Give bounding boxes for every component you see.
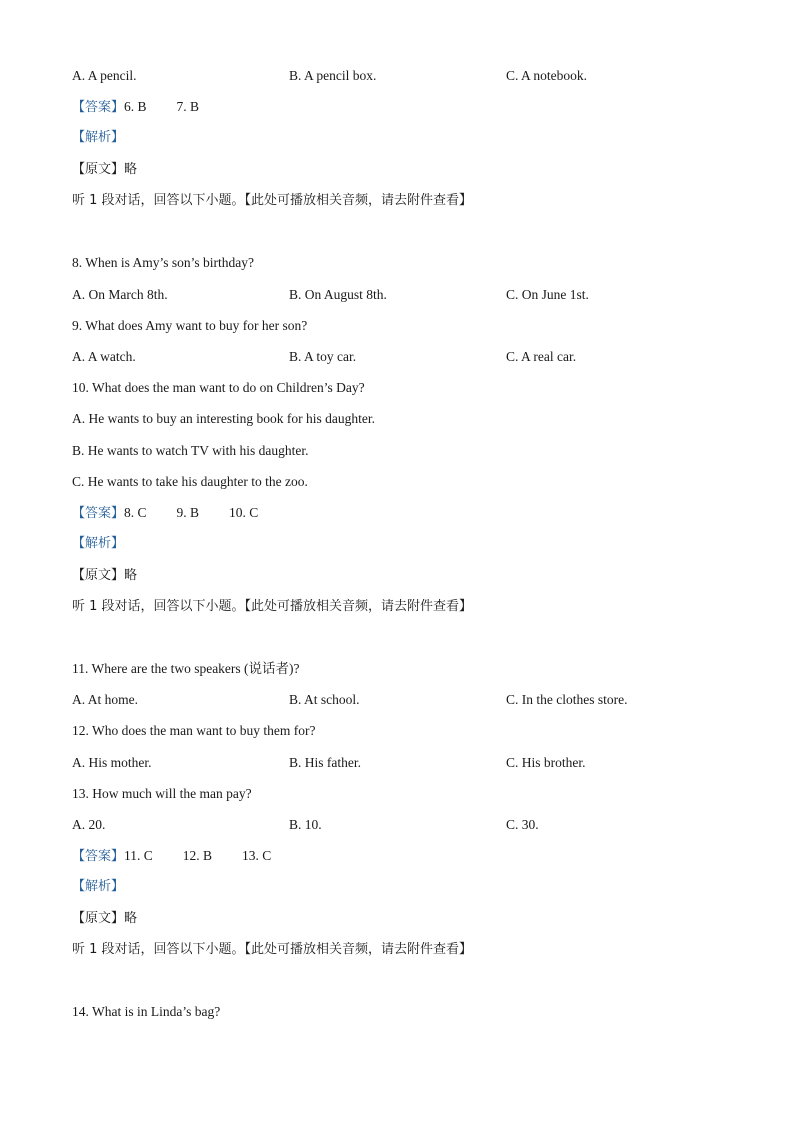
option-b: B. A pencil box. <box>289 68 377 83</box>
option-a: A. He wants to buy an interesting book for his daughter. <box>72 411 375 426</box>
option-c: C. In the clothes store. <box>506 692 628 707</box>
transcript-value: 略 <box>124 162 138 177</box>
question-10: 10. What does the man want to do on Children’s Day? <box>72 380 365 395</box>
answer-item: 11. C <box>124 848 153 863</box>
question-9: 9. What does Amy want to buy for her son? <box>72 318 308 333</box>
option-a: A. 20. <box>72 817 106 832</box>
transcript-line <box>72 908 137 930</box>
option-a: A. A pencil. <box>72 68 137 83</box>
answer-item: 8. C <box>124 505 147 520</box>
option-c: C. 30. <box>506 817 539 832</box>
analysis-heading: 【解析】 <box>72 130 125 145</box>
option-b: B. His father. <box>289 755 361 770</box>
question-12: 12. Who does the man want to buy them for? <box>72 723 316 738</box>
listening-instruction: 听 1 段对话，回答以下小题。【此处可播放相关音频，请去附件查看】 <box>72 599 473 614</box>
option-b: B. At school. <box>289 692 360 707</box>
option-c: C. His brother. <box>506 755 586 770</box>
analysis-heading: 【解析】 <box>72 879 125 894</box>
transcript-tag: 【原文】 <box>72 568 125 583</box>
transcript-tag: 【原文】 <box>72 162 125 177</box>
option-c: C. On June 1st. <box>506 287 589 302</box>
option-b: B. On August 8th. <box>289 287 387 302</box>
answer-line <box>72 845 271 867</box>
listening-instruction: 听 1 段对话，回答以下小题。【此处可播放相关音频，请去附件查看】 <box>72 942 473 957</box>
option-a: A. At home. <box>72 692 138 707</box>
option-a: A. His mother. <box>72 755 152 770</box>
option-c: C. A real car. <box>506 349 577 364</box>
answer-item: 7. B <box>176 99 200 114</box>
option-c: C. He wants to take his daughter to the zoo. <box>72 474 308 489</box>
question-14: 14. What is in Linda’s bag? <box>72 1004 221 1019</box>
answer-tag: 【答案】 <box>72 506 125 521</box>
listening-instruction: 听 1 段对话，回答以下小题。【此处可播放相关音频，请去附件查看】 <box>72 193 473 208</box>
transcript-tag: 【原文】 <box>72 911 125 926</box>
option-c: C. A notebook. <box>506 68 588 83</box>
answer-item: 13. C <box>242 848 272 863</box>
question-8: 8. When is Amy’s son’s birthday? <box>72 255 254 270</box>
answer-tag: 【答案】 <box>72 849 125 864</box>
answer-item: 6. B <box>124 99 147 114</box>
option-b: B. 10. <box>289 817 322 832</box>
answer-line <box>72 96 199 118</box>
question-13: 13. How much will the man pay? <box>72 786 252 801</box>
answer-item: 12. B <box>182 848 213 863</box>
answer-item: 10. C <box>229 505 259 520</box>
transcript-line <box>72 159 137 181</box>
transcript-value: 略 <box>124 568 138 583</box>
answer-tag: 【答案】 <box>72 100 125 115</box>
option-a: A. On March 8th. <box>72 287 168 302</box>
option-a: A. A watch. <box>72 349 136 364</box>
option-b: B. A toy car. <box>289 349 357 364</box>
answer-item: 9. B <box>176 505 200 520</box>
transcript-line <box>72 565 137 587</box>
transcript-value: 略 <box>124 911 138 926</box>
option-b: B. He wants to watch TV with his daughter. <box>72 443 309 458</box>
question-11: 11. Where are the two speakers (说话者)? <box>72 661 300 676</box>
answer-line <box>72 502 258 524</box>
analysis-heading: 【解析】 <box>72 536 125 551</box>
